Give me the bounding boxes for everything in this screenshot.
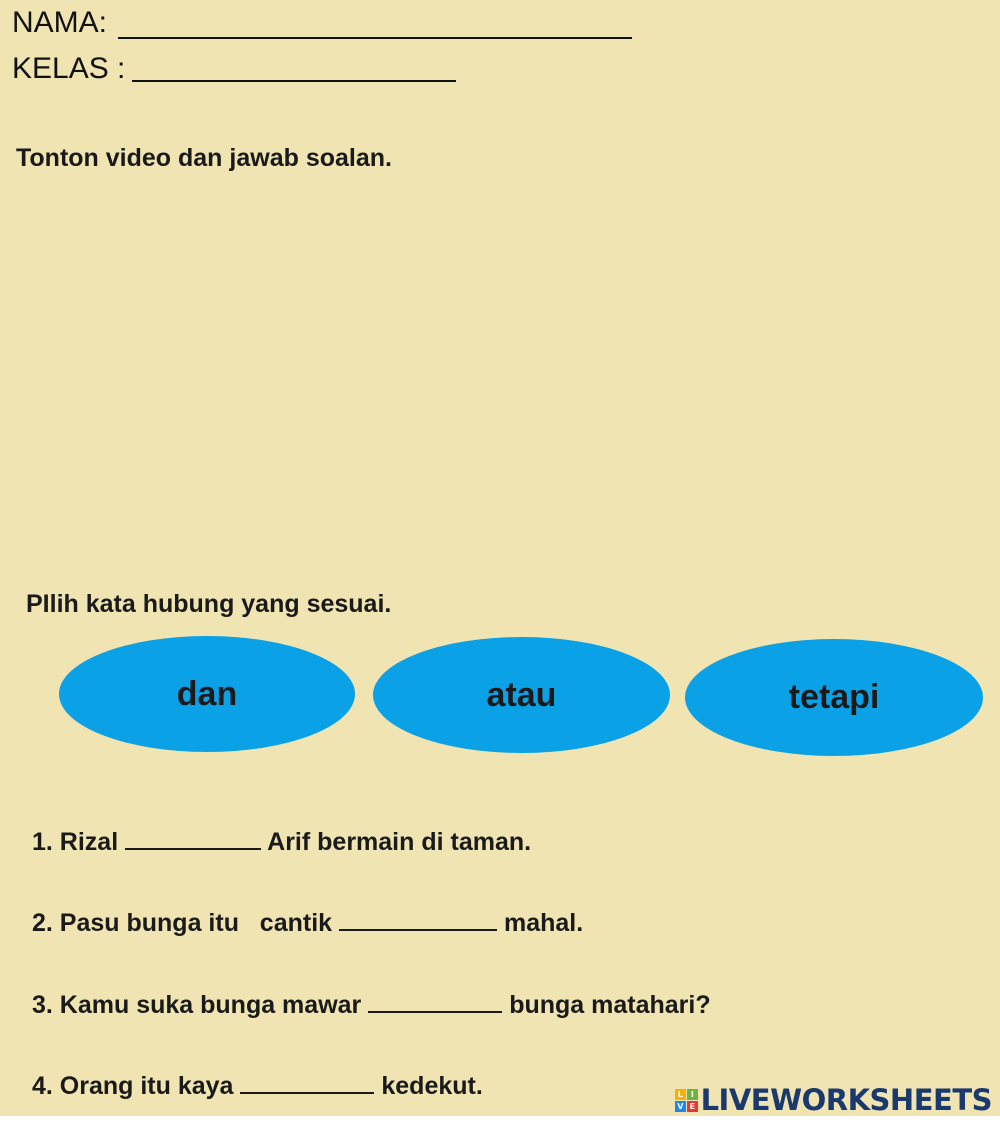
question-4-blank[interactable]: [240, 1074, 374, 1094]
question-1-after: Arif bermain di taman.: [267, 828, 532, 856]
option-tetapi[interactable]: tetapi: [685, 639, 983, 756]
question-2-after: mahal.: [503, 909, 584, 937]
video-embed-area[interactable]: [14, 190, 986, 560]
question-3-blank[interactable]: [368, 993, 502, 1013]
nama-label: NAMA:: [12, 6, 108, 39]
question-4: [32, 1074, 483, 1099]
video-instruction: Tonton video dan jawab soalan.: [16, 144, 392, 172]
nama-field-line: [118, 37, 632, 39]
question-3-before: 3. Kamu suka bunga mawar: [32, 991, 362, 1019]
option-dan[interactable]: dan: [59, 636, 355, 752]
question-2: [32, 911, 583, 936]
question-1-blank[interactable]: [125, 830, 261, 850]
question-1-before: 1. Rizal: [32, 828, 119, 856]
kelas-label: KELAS :: [12, 52, 126, 85]
option-atau[interactable]: atau: [373, 637, 670, 753]
kelas-field-line: [132, 80, 456, 82]
logo-tile: I: [687, 1089, 698, 1100]
logo-tile: V: [675, 1101, 686, 1112]
question-2-blank[interactable]: [339, 911, 497, 931]
question-2-before: 2. Pasu bunga itu cantik: [32, 909, 333, 937]
liveworksheets-brand[interactable]: [675, 1083, 992, 1117]
logo-tile: E: [687, 1101, 698, 1112]
question-4-after: kedekut.: [381, 1072, 483, 1100]
choose-instruction: PIlih kata hubung yang sesuai.: [26, 590, 392, 618]
question-3-after: bunga matahari?: [509, 991, 711, 1019]
question-3: [32, 993, 711, 1018]
liveworksheets-logo-icon: [675, 1089, 698, 1112]
question-1: [32, 830, 531, 855]
logo-tile: L: [675, 1089, 686, 1100]
question-4-before: 4. Orang itu kaya: [32, 1072, 234, 1100]
liveworksheets-text: LIVEWORKSHEETS: [700, 1083, 992, 1117]
